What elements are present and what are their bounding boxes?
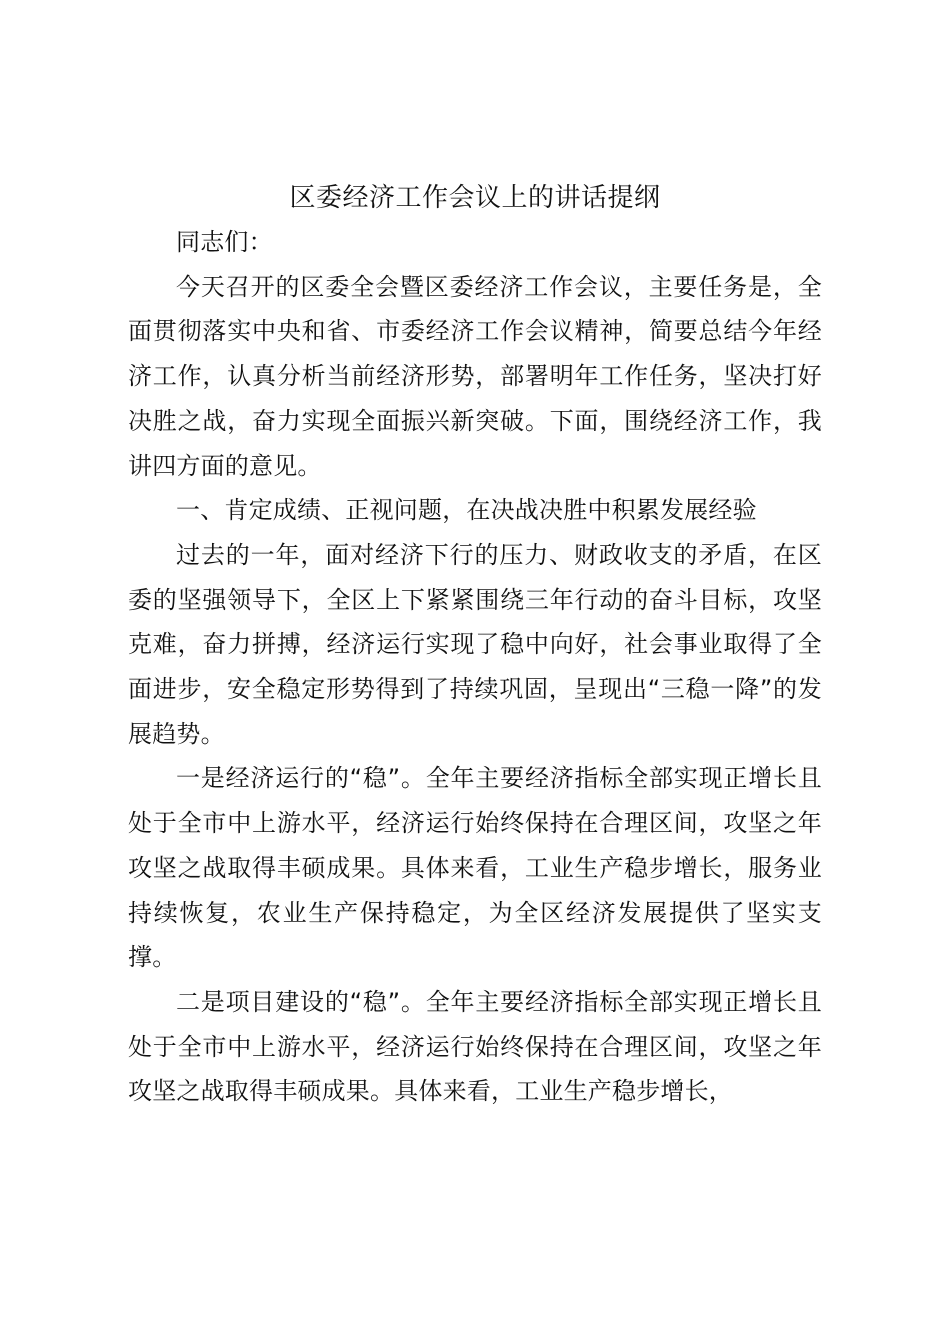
section-heading-1: 一、肯定成绩、正视问题，在决战决胜中积累发展经验 [176,496,757,525]
paragraph-review: 过去的一年，面对经济下行的压力、财政收支的矛盾，在区委的坚强领导下，全区上下紧紧围绕三年行动的奋斗目标，攻坚克难，奋力拼搏，经济运行实现了稳中向好，社会事业取得了全面进步，安全稳定形势得到了持续巩固，呈现出“三稳一降”的发展趋势。 [128,540,822,748]
document-title: 区委经济工作会议上的讲话提纲 [289,183,661,213]
paragraph-point-1: 一是经济运行的“稳”。全年主要经济指标全部实现正增长且处于全市中上游水平，经济运行始终保持在合理区间，攻坚之年攻坚之战取得丰硕成果。具体来看，工业生产稳步增长，服务业持续恢复，农业生产保持稳定，为全区经济发展提供了坚实支撑。 [128,764,822,972]
paragraph-point-2: 二是项目建设的“稳”。全年主要经济指标全部实现正增长且处于全市中上游水平，经济运行始终保持在合理区间，攻坚之年攻坚之战取得丰硕成果。具体来看，工业生产稳步增长， [128,987,822,1106]
salutation: 同志们： [176,228,273,256]
document-body [128,176,822,1114]
paragraph-intro: 今天召开的区委全会暨区委经济工作会议，主要任务是，全面贯彻落实中央和省、市委经济工作会议精神，简要总结今年经济工作，认真分析当前经济形势，部署明年工作任务，坚决打好决胜之战，奋力实现全面振兴新突破。下面，围绕经济工作，我讲四方面的意见。 [128,272,822,480]
